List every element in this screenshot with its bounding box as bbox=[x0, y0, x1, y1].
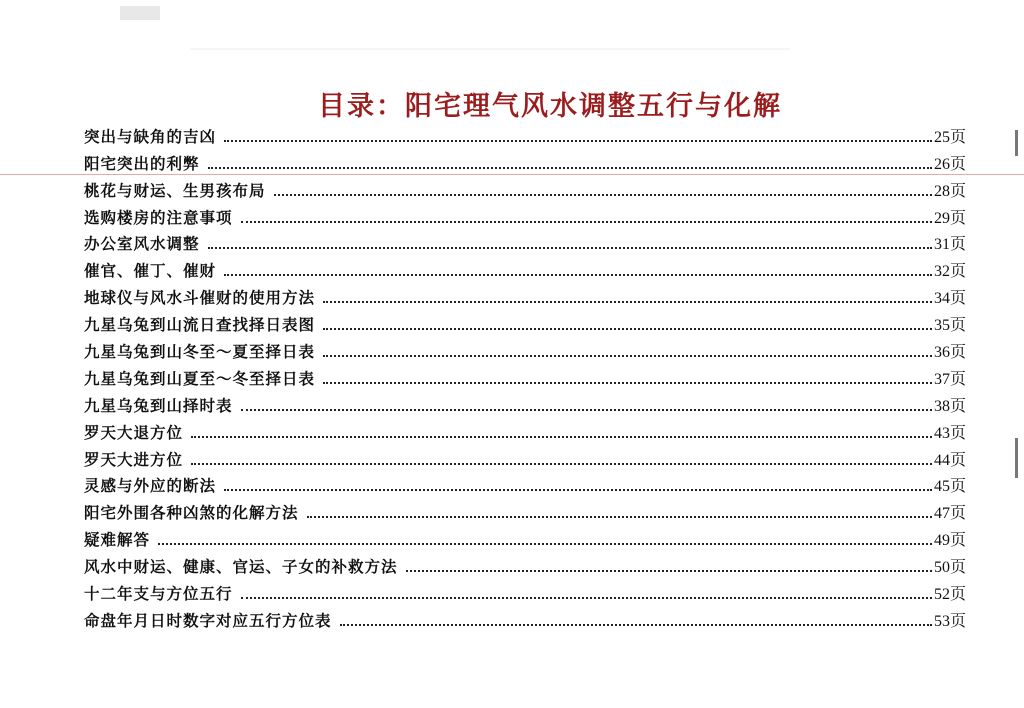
dot-leader bbox=[158, 542, 932, 545]
dot-leader bbox=[274, 193, 932, 196]
toc-entry[interactable] bbox=[84, 550, 966, 577]
toc-page-number: 43页 bbox=[933, 424, 966, 442]
toc-entry[interactable] bbox=[84, 281, 966, 308]
toc-entry[interactable] bbox=[84, 201, 966, 228]
scan-edge-mark bbox=[1015, 130, 1018, 156]
table-of-contents bbox=[84, 120, 966, 631]
toc-page-number: 32页 bbox=[933, 263, 966, 281]
dot-leader bbox=[208, 166, 932, 169]
toc-page-number: 44页 bbox=[933, 451, 966, 469]
toc-page-number: 36页 bbox=[933, 344, 966, 362]
toc-entry-title: 九星乌兔到山夏至～冬至择日表 bbox=[84, 368, 316, 388]
toc-entry[interactable] bbox=[84, 228, 966, 255]
toc-page-number: 52页 bbox=[933, 586, 966, 604]
toc-entry-title: 风水中财运、健康、官运、子女的补救方法 bbox=[84, 557, 398, 577]
toc-page-number: 25页 bbox=[933, 128, 966, 146]
toc-page-number: 50页 bbox=[933, 559, 966, 577]
toc-entry[interactable] bbox=[84, 604, 966, 631]
toc-page-number: 38页 bbox=[933, 397, 966, 415]
dot-leader bbox=[241, 220, 932, 223]
toc-page-number: 34页 bbox=[933, 290, 966, 308]
toc-entry-title: 九星乌兔到山流日查找择日表图 bbox=[84, 315, 316, 335]
dot-leader bbox=[224, 273, 932, 276]
toc-page-number: 37页 bbox=[933, 370, 966, 388]
toc-page-number: 49页 bbox=[933, 532, 966, 550]
scan-artifact bbox=[190, 48, 790, 50]
toc-entry-title: 地球仪与风水斗催财的使用方法 bbox=[84, 288, 316, 308]
toc-entry-title: 阳宅突出的利弊 bbox=[84, 153, 200, 173]
scan-edge-mark bbox=[1015, 438, 1018, 478]
toc-entry[interactable] bbox=[84, 335, 966, 362]
scan-artifact bbox=[120, 6, 160, 20]
toc-entry-title: 罗天大退方位 bbox=[84, 422, 184, 442]
dot-leader bbox=[323, 354, 932, 357]
toc-entry[interactable] bbox=[84, 577, 966, 604]
toc-page-number: 31页 bbox=[933, 236, 966, 254]
toc-entry-title: 十二年支与方位五行 bbox=[84, 584, 233, 604]
toc-entry-title: 灵感与外应的断法 bbox=[84, 476, 217, 496]
toc-entry[interactable] bbox=[84, 147, 966, 174]
toc-page-number: 47页 bbox=[933, 505, 966, 523]
toc-entry[interactable] bbox=[84, 308, 966, 335]
toc-entry-title: 命盘年月日时数字对应五行方位表 bbox=[84, 610, 332, 630]
toc-entry-title: 办公室风水调整 bbox=[84, 234, 200, 254]
toc-entry[interactable] bbox=[84, 120, 966, 147]
toc-entry[interactable] bbox=[84, 416, 966, 443]
toc-entry-title: 疑难解答 bbox=[84, 530, 151, 550]
toc-page-number: 26页 bbox=[933, 155, 966, 173]
toc-entry-title: 阳宅外围各种凶煞的化解方法 bbox=[84, 503, 299, 523]
toc-entry-title: 九星乌兔到山冬至～夏至择日表 bbox=[84, 342, 316, 362]
toc-entry[interactable] bbox=[84, 362, 966, 389]
toc-entry[interactable] bbox=[84, 174, 966, 201]
toc-entry[interactable] bbox=[84, 443, 966, 470]
dot-leader bbox=[208, 246, 932, 249]
toc-entry[interactable] bbox=[84, 389, 966, 416]
dot-leader bbox=[307, 515, 932, 518]
page-title: 目录：阳宅理气风水调整五行与化解 bbox=[318, 91, 782, 122]
dot-leader bbox=[191, 435, 932, 438]
dot-leader bbox=[224, 139, 932, 142]
dot-leader bbox=[323, 327, 932, 330]
toc-page-number: 29页 bbox=[933, 209, 966, 227]
dot-leader bbox=[323, 381, 932, 384]
dot-leader bbox=[191, 462, 932, 465]
toc-entry[interactable] bbox=[84, 254, 966, 281]
dot-leader bbox=[241, 596, 932, 599]
dot-leader bbox=[340, 623, 932, 626]
toc-entry-title: 突出与缺角的吉凶 bbox=[84, 126, 217, 146]
toc-entry-title: 选购楼房的注意事项 bbox=[84, 207, 233, 227]
toc-entry[interactable] bbox=[84, 496, 966, 523]
dot-leader bbox=[241, 408, 932, 411]
toc-page-number: 28页 bbox=[933, 182, 966, 200]
toc-entry-title: 桃花与财运、生男孩布局 bbox=[84, 180, 266, 200]
dot-leader bbox=[323, 300, 932, 303]
toc-entry[interactable] bbox=[84, 523, 966, 550]
toc-page-number: 53页 bbox=[933, 612, 966, 630]
toc-entry-title: 九星乌兔到山择时表 bbox=[84, 395, 233, 415]
toc-entry-title: 罗天大进方位 bbox=[84, 449, 184, 469]
toc-page-number: 35页 bbox=[933, 317, 966, 335]
dot-leader bbox=[406, 569, 932, 572]
toc-entry[interactable] bbox=[84, 470, 966, 497]
dot-leader bbox=[224, 488, 932, 491]
toc-page-number: 45页 bbox=[933, 478, 966, 496]
toc-entry-title: 催官、催丁、催财 bbox=[84, 261, 217, 281]
